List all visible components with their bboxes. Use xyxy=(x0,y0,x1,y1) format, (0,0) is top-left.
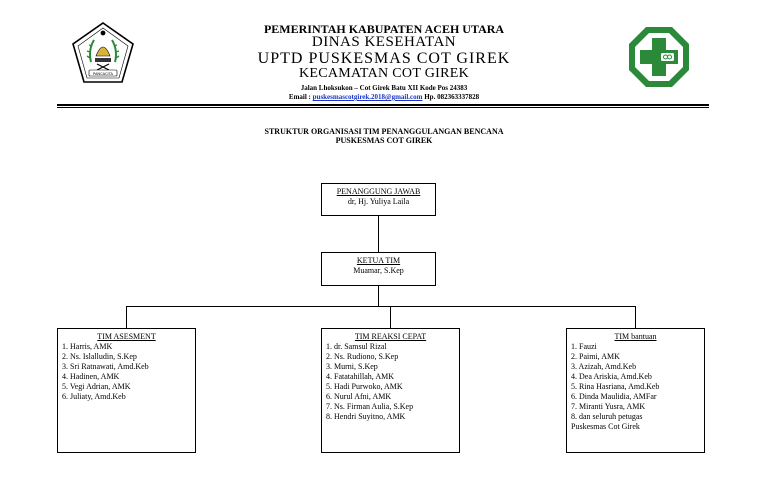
member-item: 6. Juliaty, Amd.Keb xyxy=(62,392,126,401)
email-label: Email : xyxy=(288,93,311,101)
box-title: TIM ASESMENT xyxy=(97,332,156,341)
header-rule-thick xyxy=(57,104,709,106)
district-name: KECAMATAN COT GIREK xyxy=(299,66,469,81)
member-item: 4. Dea Ariskia, Amd.Keb xyxy=(571,372,652,381)
connector-line xyxy=(126,306,127,328)
connector-line xyxy=(390,306,391,328)
document-subtitle: PUSKESMAS COT GIREK xyxy=(335,136,433,145)
connector-line xyxy=(378,216,379,252)
member-item: Puskesmas Cot Girek xyxy=(571,422,640,431)
government-name: PEMERINTAH KABUPATEN ACEH UTARA xyxy=(263,22,505,36)
aceh-utara-emblem-icon xyxy=(72,22,134,84)
department-name: DINAS KESEHATAN xyxy=(311,34,457,50)
member-item: 1. Harris, AMK xyxy=(62,342,113,351)
member-item: 3. Murni, S.Kep xyxy=(326,362,378,371)
member-item: 2. Ns. Rudiono, S.Kep xyxy=(326,352,399,361)
connector-line xyxy=(126,306,636,307)
phone-number: Hp. 082363337828 xyxy=(424,93,480,101)
connector-line xyxy=(378,286,379,306)
member-item: 7. Miranti Yusra, AMK xyxy=(571,402,646,411)
member-item: 6. Dinda Maulidia, AMFar xyxy=(571,392,657,401)
member-list xyxy=(571,342,700,432)
member-item: 7. Ns. Firman Aulia, S.Kep xyxy=(326,402,414,411)
member-item: 4. Fatatahillah, AMK xyxy=(326,372,394,381)
ketua-tim-box xyxy=(321,252,436,286)
email-link[interactable]: puskesmascotgirek.2018@gmail.com xyxy=(312,93,423,101)
member-item: 2. Paimi, AMK xyxy=(571,352,620,361)
member-item: 4. Hadinen, AMK xyxy=(62,372,120,381)
box-title: PENANGGUNG JAWAB xyxy=(336,187,421,196)
header-rule-thin xyxy=(57,107,709,108)
contact-line xyxy=(150,93,618,101)
member-item: 3. Azizah, Amd.Keb xyxy=(571,362,637,371)
member-item: 2. Ns. Islalludin, S.Kep xyxy=(62,352,137,361)
member-item: 5. Rina Hasriana, Amd.Keb xyxy=(571,382,660,391)
box-name: Muamar, S.Kep xyxy=(353,266,404,275)
member-item: 8. dan seluruh petugas xyxy=(571,412,643,421)
member-item: 6. Nurul Afni, AMK xyxy=(326,392,392,401)
member-item: 1. Fauzi xyxy=(571,342,597,351)
emblem-caption: PANCACITA xyxy=(93,71,113,76)
unit-name: UPTD PUSKESMAS COT GIREK xyxy=(257,50,511,67)
address: Jalan Lhoksukon – Cot Girek Batu XII Kode Pos 24383 xyxy=(300,84,468,92)
penanggung-jawab-box xyxy=(321,183,436,216)
puskesmas-emblem-icon xyxy=(628,26,690,88)
tim-reaksi-cepat-box xyxy=(321,328,460,453)
tim-bantuan-box xyxy=(566,328,705,453)
connector-line xyxy=(635,306,636,328)
member-item: 5. Vegi Adrian, AMK xyxy=(62,382,131,391)
member-list xyxy=(326,342,455,422)
member-item: 3. Sri Ratnawati, Amd.Keb xyxy=(62,362,149,371)
member-item: 5. Hadi Purwoko, AMK xyxy=(326,382,403,391)
member-list xyxy=(62,342,191,402)
box-title: TIM bantuan xyxy=(614,332,657,341)
document-title: STRUKTUR ORGANISASI TIM PENANGGULANGAN BENCANA xyxy=(264,127,504,136)
box-name: dr, Hj. Yuliya Laila xyxy=(347,197,410,206)
box-title: KETUA TIM xyxy=(356,256,401,265)
member-item: 1. dr. Samsul Rizal xyxy=(326,342,387,351)
member-item: 8. Hendri Suyitno, AMK xyxy=(326,412,406,421)
tim-asesment-box xyxy=(57,328,196,453)
box-title: TIM REAKSI CEPAT xyxy=(354,332,427,341)
